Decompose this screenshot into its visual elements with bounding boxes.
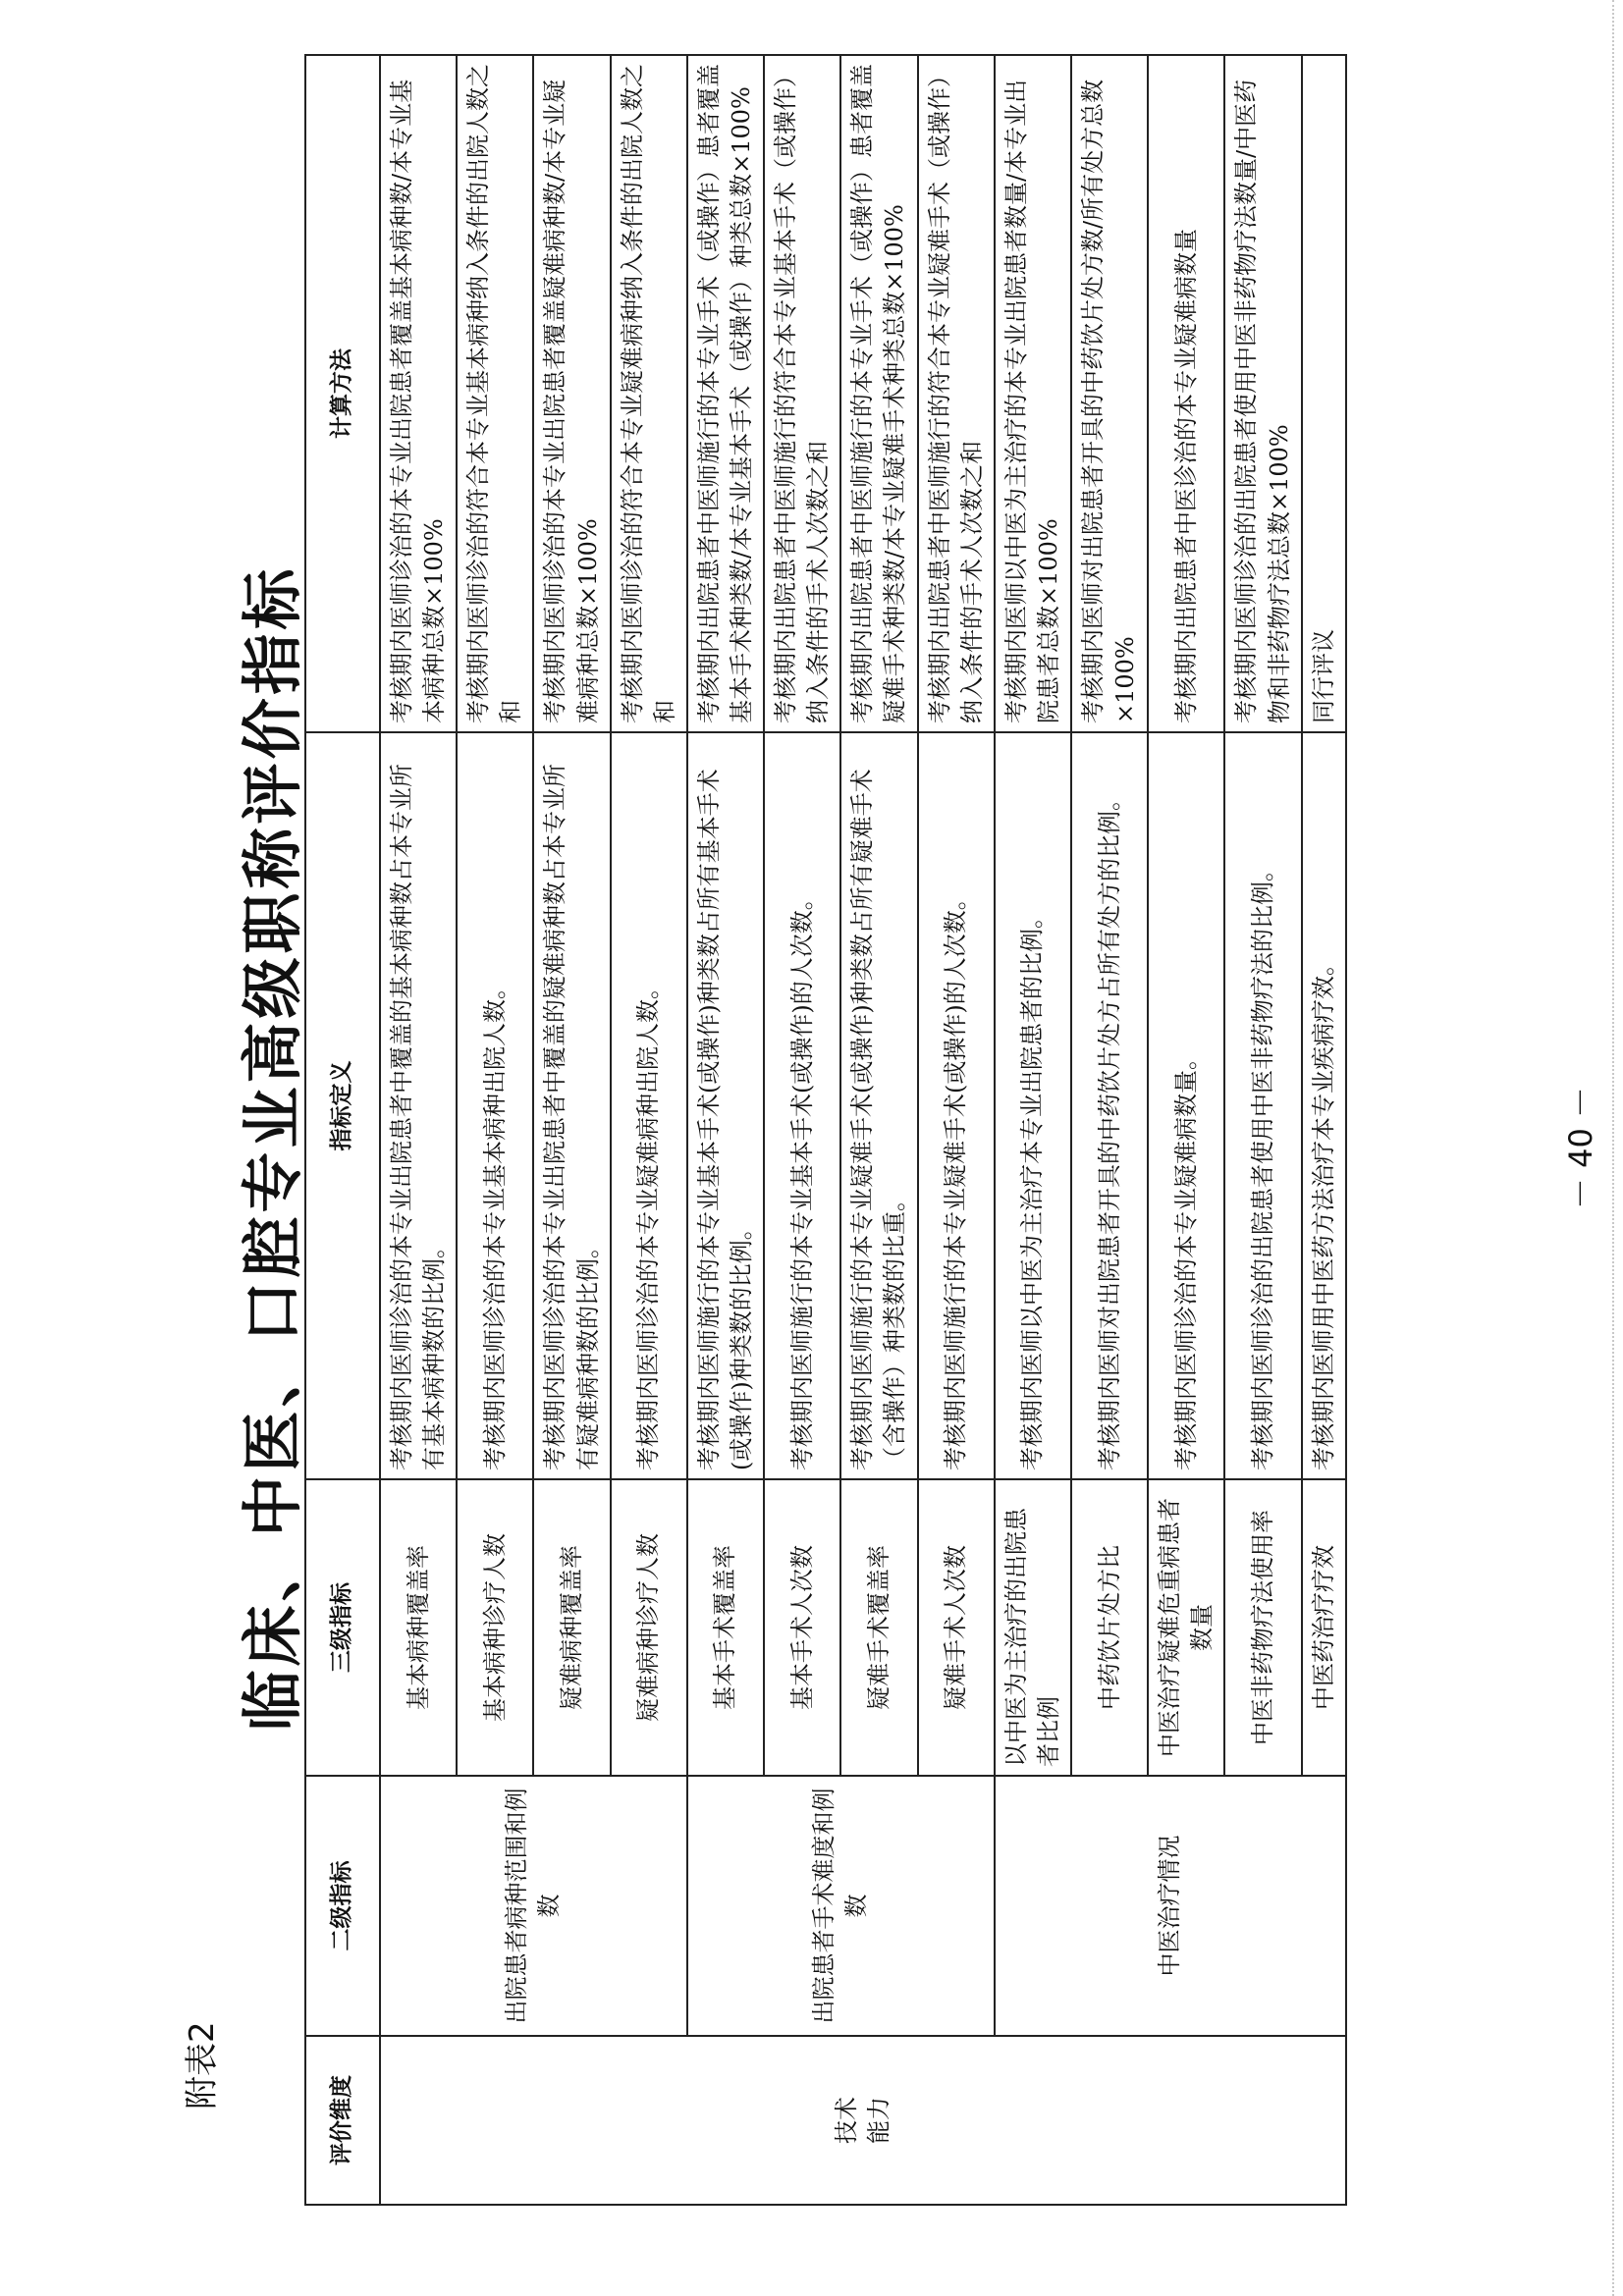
indicator-cell: 以中医为主治疗的出院患者比例 (995, 1479, 1071, 1776)
indicator-cell: 疑难手术人次数 (918, 1479, 995, 1776)
definition-cell: 考核期内医师用中医药方法治疗本专业疾病疗效。 (1302, 732, 1346, 1479)
method-cell: 考核期内医师诊治的本专业出院患者覆盖基本病种数/本专业基本病种总数×100% (380, 55, 457, 732)
definition-cell: 考核期内医师诊治的本专业出院患者中覆盖的基本病种数占本专业所有基本病种数的比例。 (380, 732, 457, 1479)
indicator-cell: 中药饮片处方比 (1071, 1479, 1148, 1776)
indicator-cell: 基本病种诊疗人数 (457, 1479, 533, 1776)
method-cell: 考核期内医师诊治的本专业出院患者覆盖疑难病种数/本专业疑难病种总数×100% (533, 55, 610, 732)
header-method: 计算方法 (305, 55, 380, 732)
page-number: － 40 － (1562, 1086, 1599, 1210)
table-row (995, 55, 1071, 2205)
header-level3: 三级指标 (305, 1479, 380, 1776)
definition-cell: 考核期内医师诊治的本专业疑难病数量。 (1148, 732, 1224, 1479)
definition-cell: 考核期内医师施行的本专业疑难手术(或操作)的人次数。 (918, 732, 995, 1479)
definition-cell: 考核期内医师施行的本专业基本手术(或操作)种类数占所有基本手术(或操作)种类数的比例。 (687, 732, 764, 1479)
method-cell: 考核期内出院患者中医师施行的本专业手术（或操作）患者覆盖基本手术种类数/本专业基本手术（或操作）种类总数×100% (687, 55, 764, 732)
indicator-cell: 中医药治疗疗效 (1302, 1479, 1346, 1776)
definition-cell: 考核期内医师施行的本专业疑难手术(或操作)种类数占所有疑难手术（含操作）种类数的比重。 (840, 732, 917, 1479)
header-level2: 二级指标 (305, 1776, 380, 2036)
table-row (380, 55, 457, 2205)
header-row (305, 55, 380, 2205)
group-cell: 出院患者病种范围和例数 (380, 1776, 687, 2036)
definition-cell: 考核期内医师对出院患者开具的中药饮片处方占所有处方的比例。 (1071, 732, 1148, 1479)
header-definition: 指标定义 (305, 732, 380, 1479)
definition-cell: 考核期内医师诊治的本专业基本病种出院人数。 (457, 732, 533, 1479)
indicator-cell: 中医治疗疑难危重病患者数量 (1148, 1479, 1224, 1776)
indicator-cell: 中医非药物疗法使用率 (1224, 1479, 1301, 1776)
definition-cell: 考核期内医师以中医为主治疗本专业出院患者的比例。 (995, 732, 1071, 1479)
method-cell: 同行评议 (1302, 55, 1346, 732)
dimension-line2: 能力 (864, 2097, 893, 2144)
method-cell: 考核期内医师对出院患者开具的中药饮片处方数/所有处方总数×100% (1071, 55, 1148, 732)
appendix-label: 附表2 (183, 2021, 222, 2109)
method-cell: 考核期内出院患者中医师施行的本专业手术（或操作）患者覆盖疑难手术种类数/本专业疑难手术种类总数×100% (840, 55, 917, 732)
indicator-cell: 基本病种覆盖率 (380, 1479, 457, 1776)
dimension-line1: 技术 (832, 2097, 860, 2144)
method-cell: 考核期内医师以中医为主治疗的本专业出院患者数量/本专业出院患者总数×100% (995, 55, 1071, 732)
indicator-cell: 疑难手术覆盖率 (840, 1479, 917, 1776)
method-cell: 考核期内医师诊治的出院患者使用中医非药物疗法数量/中医药物和非药物疗法总数×100% (1224, 55, 1301, 732)
method-cell: 考核期内医师诊治的符合本专业基本病种纳入条件的出院人数之和 (457, 55, 533, 732)
indicator-table (304, 54, 1347, 2206)
group-cell: 出院患者手术难度和例数 (687, 1776, 995, 2036)
indicator-cell: 基本手术人次数 (764, 1479, 840, 1776)
dimension-cell (380, 2036, 1346, 2205)
method-cell: 考核期内出院患者中医师施行的符合本专业基本手术（或操作）纳入条件的手术人次数之和 (764, 55, 840, 732)
definition-cell: 考核期内医师诊治的本专业疑难病种出院人数。 (611, 732, 687, 1479)
method-cell: 考核期内医师诊治的符合本专业疑难病种纳入条件的出院人数之和 (611, 55, 687, 732)
page-title: 临床、中医、口腔专业高级职称评价指标 (237, 564, 308, 1732)
table-row (687, 55, 764, 2205)
method-cell: 考核期内出院患者中医师施行的符合本专业疑难手术（或操作）纳入条件的手术人次数之和 (918, 55, 995, 732)
header-dimension: 评价维度 (305, 2036, 380, 2205)
indicator-cell: 疑难病种覆盖率 (533, 1479, 610, 1776)
definition-cell: 考核期内医师诊治的本专业出院患者中覆盖的疑难病种数占本专业所有疑难病种数的比例。 (533, 732, 610, 1479)
indicator-cell: 疑难病种诊疗人数 (611, 1479, 687, 1776)
indicator-cell: 基本手术覆盖率 (687, 1479, 764, 1776)
definition-cell: 考核期内医师诊治的出院患者使用中医非药物疗法的比例。 (1224, 732, 1301, 1479)
method-cell: 考核期内出院患者中医诊治的本专业疑难病数量 (1148, 55, 1224, 732)
definition-cell: 考核期内医师施行的本专业基本手术(或操作)的人次数。 (764, 732, 840, 1479)
group-cell: 中医治疗情况 (995, 1776, 1346, 2036)
